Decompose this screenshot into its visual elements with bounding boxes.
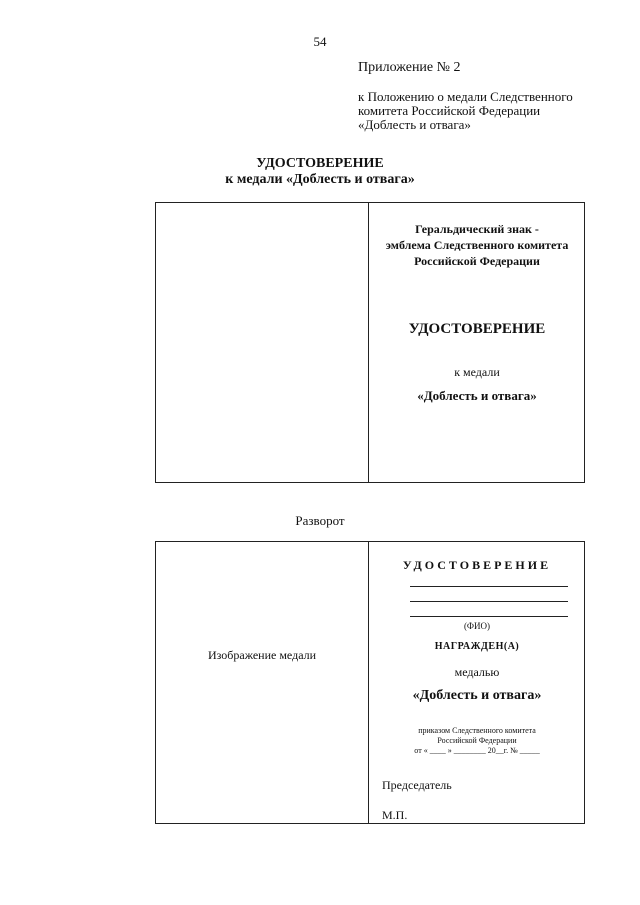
document-title: УДОСТОВЕРЕНИЕ <box>256 156 384 171</box>
emblem-line: Российской Федерации <box>414 254 540 268</box>
certificate-cover <box>155 202 585 483</box>
appendix-ref-line: «Доблесть и отвага» <box>358 117 471 132</box>
document-subtitle: к медали «Доблесть и отвага» <box>225 172 415 187</box>
spread-right-panel <box>370 542 584 823</box>
name-line <box>410 586 568 587</box>
medal-image-placeholder: Изображение медали <box>207 648 317 662</box>
emblem-line: Геральдический знак - <box>415 222 539 236</box>
fio-label: (ФИО) <box>463 621 491 631</box>
appendix-ref-line: к Положению о медали Следственного <box>358 89 573 104</box>
spread-medal-name: «Доблесть и отвага» <box>412 688 542 703</box>
emblem-line: эмблема Следственного комитета <box>385 238 569 252</box>
spread-certificate-title: УДОСТОВЕРЕНИЕ <box>402 558 552 572</box>
name-line <box>410 601 568 602</box>
name-line <box>410 616 568 617</box>
seal-label: М.П. <box>382 808 408 822</box>
cover-certificate-title: УДОСТОВЕРЕНИЕ <box>408 321 546 337</box>
appendix-title: Приложение № 2 <box>358 60 461 75</box>
cover-divider <box>368 203 369 482</box>
order-line: Российской Федерации <box>437 736 517 745</box>
appendix-reference <box>358 90 618 132</box>
spread-divider <box>368 542 369 823</box>
certificate-spread <box>155 541 585 824</box>
appendix-ref-line: комитета Российской Федерации <box>358 103 541 118</box>
order-line: приказом Следственного комитета <box>418 726 536 735</box>
chairman-label: Председатель <box>382 778 452 792</box>
order-date-line: от « ____ » ________ 20__г. № _____ <box>414 746 540 755</box>
cover-to-medal: к медали <box>454 365 500 379</box>
cover-front-panel <box>370 203 584 482</box>
medal-word: медалью <box>454 665 500 679</box>
emblem-caption <box>370 221 584 269</box>
spread-label: Разворот <box>295 513 345 528</box>
page-number: 54 <box>313 34 327 49</box>
cover-medal-name: «Доблесть и отвага» <box>417 388 537 403</box>
awarded-label: НАГРАЖДЕН(А) <box>434 641 520 652</box>
